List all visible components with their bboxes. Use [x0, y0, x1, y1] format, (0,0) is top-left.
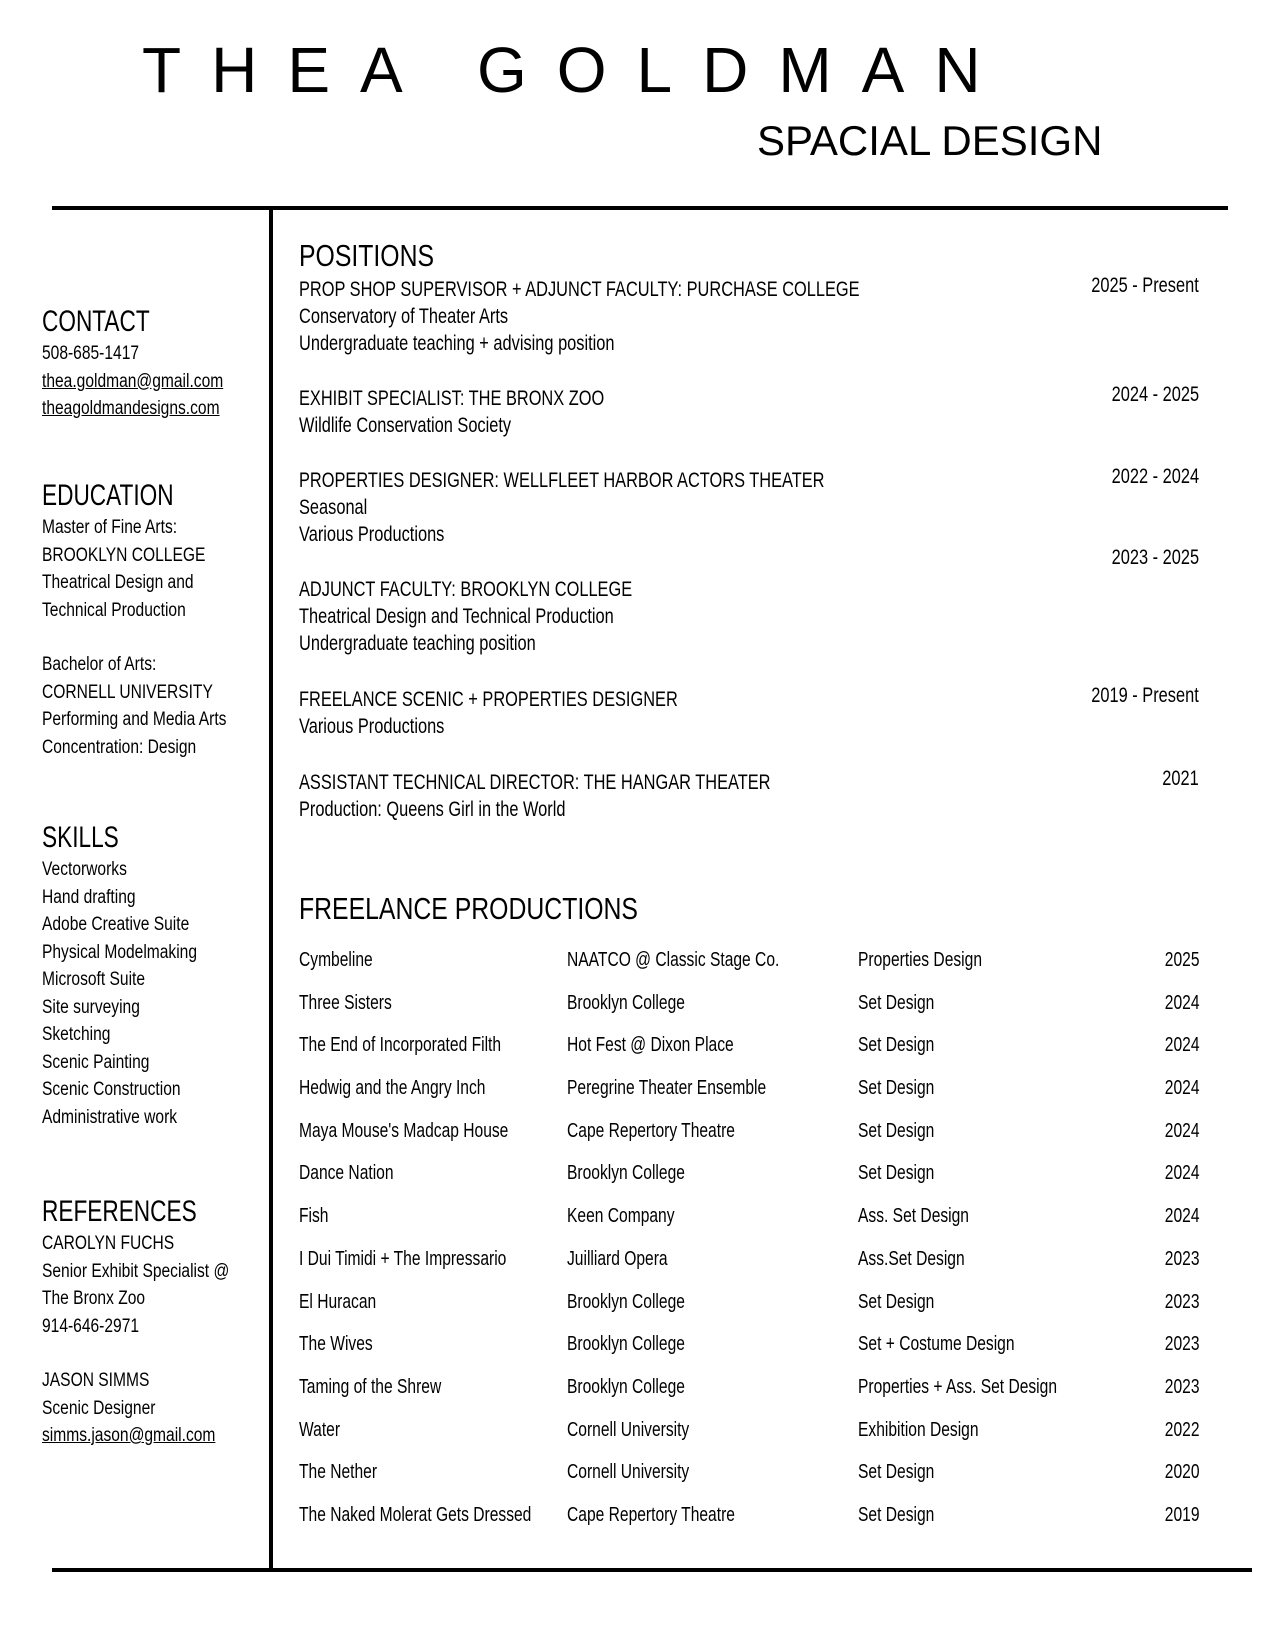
productions-table — [299, 939, 1199, 1537]
production-year: 2023 — [1164, 1290, 1199, 1313]
skill-item: Vectorworks — [42, 859, 127, 880]
production-role: Exhibition Design — [858, 1418, 979, 1441]
production-row — [299, 1067, 1199, 1110]
production-row — [299, 1366, 1199, 1409]
position-entry — [299, 385, 604, 439]
position-title: PROP SHOP SUPERVISOR + ADJUNCT FACULTY: PURCHASE COLLEGE — [299, 278, 860, 301]
production-role: Set Design — [858, 1503, 935, 1526]
production-row — [299, 1494, 1199, 1537]
production-role: Set Design — [858, 1461, 935, 1484]
position-detail: Conservatory of Theater Arts — [299, 305, 509, 328]
education-degree-type: Bachelor of Arts: — [42, 654, 157, 675]
production-title: Hedwig and the Angry Inch — [299, 1077, 486, 1100]
position-detail: Undergraduate teaching + advising position — [299, 332, 615, 355]
production-row — [299, 1152, 1199, 1195]
skill-item: Hand drafting — [42, 886, 136, 908]
reference-title: Scenic Designer — [42, 1397, 156, 1419]
position-date: 2019 - Present — [1091, 684, 1199, 707]
education-degree-type: Master of Fine Arts: — [42, 517, 178, 538]
production-role: Properties + Ass. Set Design — [858, 1375, 1058, 1398]
production-title: The Naked Molerat Gets Dressed — [299, 1503, 532, 1526]
production-year: 2022 — [1164, 1418, 1199, 1441]
production-year: 2024 — [1164, 1205, 1199, 1228]
reference-title: Senior Exhibit Specialist @ — [42, 1260, 230, 1282]
position-title: ASSISTANT TECHNICAL DIRECTOR: THE HANGAR THEATER — [299, 771, 771, 794]
skills-heading: SKILLS — [42, 821, 119, 854]
skills-section — [42, 820, 197, 1131]
production-year: 2024 — [1164, 1077, 1199, 1100]
productions-heading: FREELANCE PRODUCTIONS — [299, 891, 638, 926]
production-year: 2024 — [1164, 1162, 1199, 1185]
production-role: Ass. Set Design — [858, 1205, 969, 1228]
skill-item: Adobe Creative Suite — [42, 914, 190, 935]
reference-email-link[interactable]: simms.jason@gmail.com — [42, 1425, 216, 1446]
production-title: Fish — [299, 1205, 329, 1228]
position-date: 2025 - Present — [1091, 274, 1199, 297]
contact-heading: CONTACT — [42, 305, 150, 338]
position-entry — [299, 576, 632, 657]
contact-email-link[interactable]: thea.goldman@gmail.com — [42, 370, 224, 392]
production-venue: Cape Repertory Theatre — [567, 1119, 735, 1142]
production-venue: Brooklyn College — [567, 1333, 685, 1356]
education-school: CORNELL UNIVERSITY — [42, 681, 213, 703]
skill-item: Microsoft Suite — [42, 969, 146, 990]
skill-item: Scenic Painting — [42, 1051, 150, 1073]
education-heading: EDUCATION — [42, 479, 174, 512]
position-date: 2023 - 2025 — [1111, 546, 1199, 569]
production-row — [299, 1195, 1199, 1238]
production-role: Set Design — [858, 1162, 935, 1185]
production-title: Water — [299, 1418, 341, 1441]
position-detail: Various Productions — [299, 523, 445, 546]
position-entry — [299, 467, 825, 548]
skill-item: Administrative work — [42, 1106, 178, 1128]
position-entry — [299, 276, 860, 357]
contact-section — [42, 304, 223, 423]
references-heading: REFERENCES — [42, 1195, 197, 1228]
production-venue: Hot Fest @ Dixon Place — [567, 1034, 734, 1057]
production-role: Set + Costume Design — [858, 1333, 1015, 1356]
contact-website-link[interactable]: theagoldmandesigns.com — [42, 398, 220, 419]
production-role: Set Design — [858, 1034, 935, 1057]
production-venue: Brooklyn College — [567, 1375, 685, 1398]
production-venue: Peregrine Theater Ensemble — [567, 1077, 767, 1100]
position-date: 2021 — [1162, 767, 1199, 790]
position-detail: Theatrical Design and Technical Production — [299, 605, 614, 628]
production-row — [299, 1024, 1199, 1067]
production-year: 2024 — [1164, 1119, 1199, 1142]
production-title: Cymbeline — [299, 949, 373, 971]
production-row — [299, 1238, 1199, 1281]
production-year: 2019 — [1164, 1503, 1199, 1526]
position-title: EXHIBIT SPECIALIST: THE BRONX ZOO — [299, 387, 605, 410]
contact-phone: 508-685-1417 — [42, 343, 140, 364]
position-title: PROPERTIES DESIGNER: WELLFLEET HARBOR ACTORS THEATER — [299, 469, 825, 492]
production-venue: Brooklyn College — [567, 991, 685, 1014]
skill-item: Site surveying — [42, 996, 140, 1018]
production-role: Ass.Set Design — [858, 1247, 965, 1270]
position-date: 2022 - 2024 — [1111, 465, 1199, 488]
production-venue: NAATCO @ Classic Stage Co. — [567, 949, 780, 971]
production-title: The End of Incorporated Filth — [299, 1034, 502, 1057]
position-title: FREELANCE SCENIC + PROPERTIES DESIGNER — [299, 688, 678, 711]
production-venue: Cape Repertory Theatre — [567, 1503, 735, 1526]
skill-item: Sketching — [42, 1024, 111, 1045]
references-section — [42, 1194, 229, 1450]
resume-subtitle: SPACIAL DESIGN — [757, 117, 1103, 164]
production-year: 2024 — [1164, 991, 1199, 1014]
production-title: El Huracan — [299, 1290, 377, 1313]
production-year: 2025 — [1164, 949, 1199, 971]
production-role: Set Design — [858, 1077, 935, 1100]
production-venue: Keen Company — [567, 1205, 675, 1228]
position-title: ADJUNCT FACULTY: BROOKLYN COLLEGE — [299, 578, 633, 601]
position-detail: Seasonal — [299, 496, 368, 519]
position-detail: Various Productions — [299, 715, 445, 738]
production-role: Set Design — [858, 1290, 935, 1313]
production-title: The Nether — [299, 1461, 378, 1484]
production-title: I Dui Timidi + The Impressario — [299, 1247, 507, 1270]
education-section — [42, 478, 226, 761]
education-school: BROOKLYN COLLEGE — [42, 544, 206, 566]
column-divider — [269, 206, 273, 1572]
position-entry — [299, 769, 770, 823]
education-field: Concentration: Design — [42, 736, 197, 758]
resume-name: THEA GOLDMAN — [142, 34, 1011, 106]
production-row — [299, 982, 1199, 1025]
production-role: Set Design — [858, 1119, 935, 1142]
production-title: Three Sisters — [299, 991, 392, 1014]
skill-item: Physical Modelmaking — [42, 941, 198, 963]
production-row — [299, 1281, 1199, 1324]
production-title: Maya Mouse's Madcap House — [299, 1119, 509, 1142]
production-year: 2023 — [1164, 1247, 1199, 1270]
production-venue: Brooklyn College — [567, 1290, 685, 1313]
skill-item: Scenic Construction — [42, 1079, 181, 1100]
production-year: 2023 — [1164, 1375, 1199, 1398]
production-year: 2024 — [1164, 1034, 1199, 1057]
position-detail: Wildlife Conservation Society — [299, 414, 512, 437]
bottom-divider — [52, 1568, 1252, 1572]
production-venue: Brooklyn College — [567, 1162, 685, 1185]
top-divider — [52, 206, 1228, 210]
position-detail: Production: Queens Girl in the World — [299, 798, 566, 821]
production-title: Taming of the Shrew — [299, 1375, 442, 1398]
reference-name: CAROLYN FUCHS — [42, 1233, 175, 1254]
production-row — [299, 1110, 1199, 1153]
production-title: Dance Nation — [299, 1162, 394, 1185]
education-field: Theatrical Design and — [42, 572, 194, 593]
production-year: 2023 — [1164, 1333, 1199, 1356]
education-field: Technical Production — [42, 599, 186, 621]
production-row — [299, 1323, 1199, 1366]
production-row — [299, 939, 1199, 982]
reference-name: JASON SIMMS — [42, 1370, 150, 1391]
production-role: Properties Design — [858, 949, 982, 971]
position-detail: Undergraduate teaching position — [299, 632, 536, 655]
production-venue: Juilliard Opera — [567, 1247, 668, 1270]
positions-heading: POSITIONS — [299, 238, 435, 273]
education-field: Performing and Media Arts — [42, 709, 227, 730]
position-entry — [299, 686, 678, 740]
production-role: Set Design — [858, 991, 935, 1014]
reference-phone: 914-646-2971 — [42, 1315, 140, 1337]
production-row — [299, 1409, 1199, 1452]
production-year: 2020 — [1164, 1461, 1199, 1484]
production-title: The Wives — [299, 1333, 373, 1356]
position-date: 2024 - 2025 — [1111, 383, 1199, 406]
reference-title: The Bronx Zoo — [42, 1288, 146, 1309]
production-venue: Cornell University — [567, 1461, 690, 1484]
production-row — [299, 1451, 1199, 1494]
production-venue: Cornell University — [567, 1418, 690, 1441]
